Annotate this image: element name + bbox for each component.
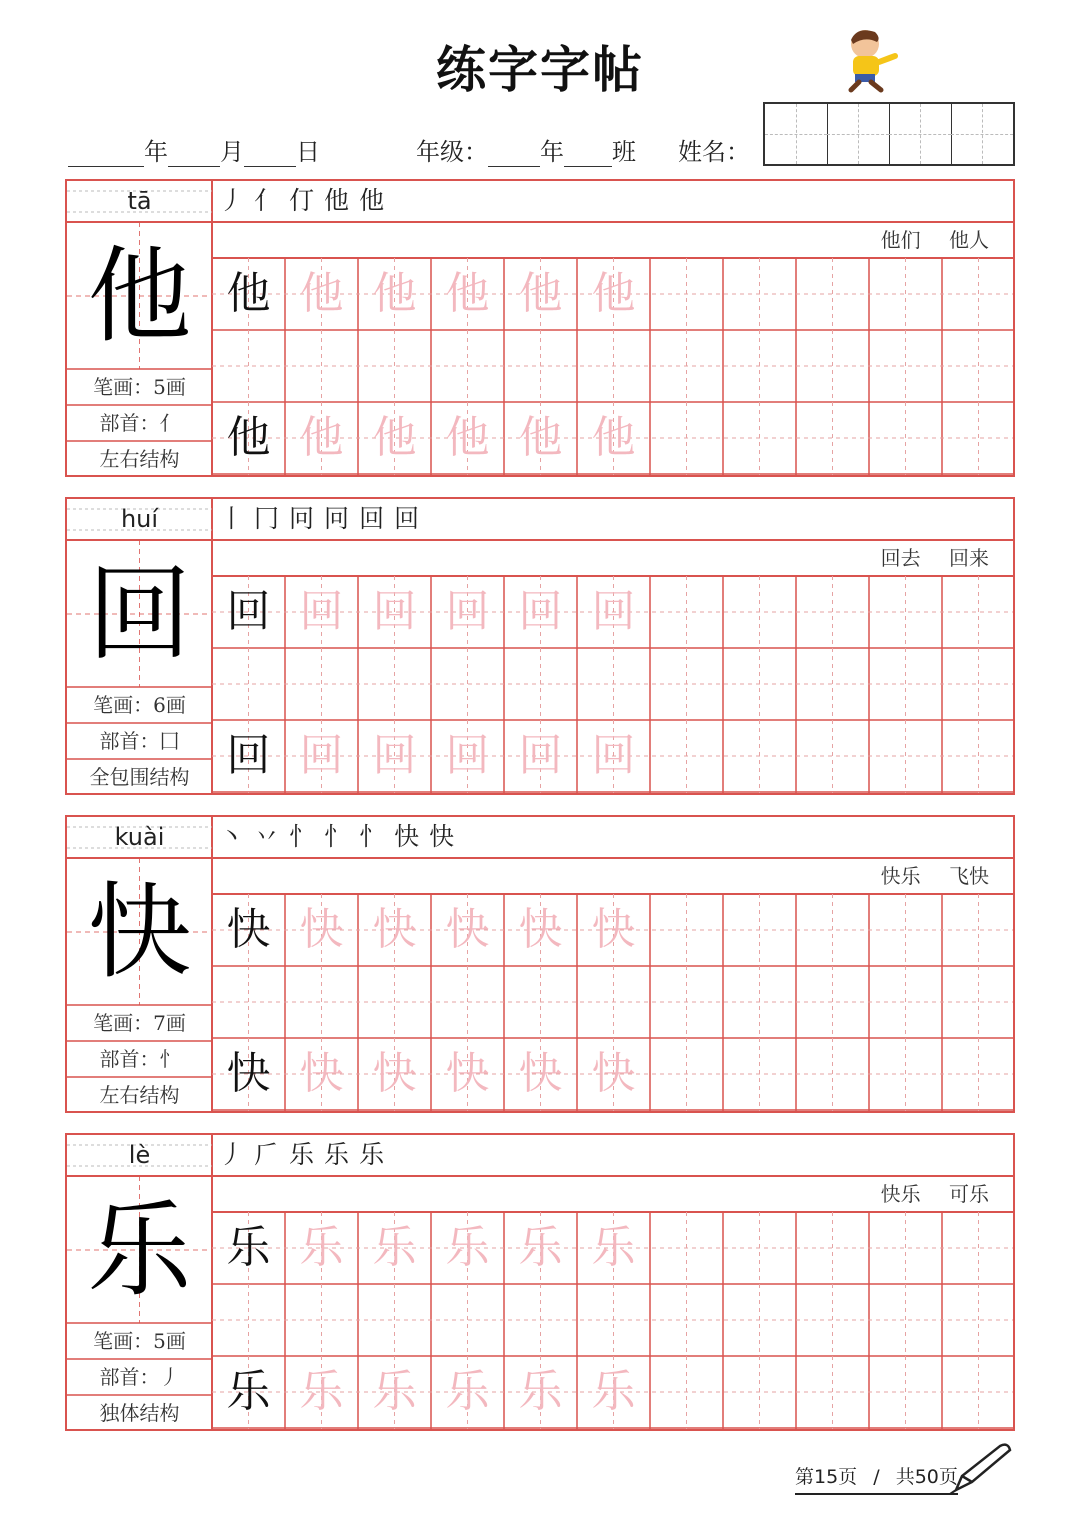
stroke-order — [219, 499, 429, 539]
radical-label: 部首：囗 — [99, 729, 180, 753]
stroke-step: 冂 — [254, 504, 280, 533]
year-blank[interactable] — [68, 140, 144, 167]
pen-icon — [948, 1440, 1014, 1496]
stroke-step: 忄 — [324, 822, 350, 851]
trace-char: 回 — [299, 586, 344, 637]
trace-char: 快 — [372, 904, 417, 955]
example-words: 快乐 可乐 — [880, 1182, 989, 1206]
stroke-step: 乐 — [324, 1140, 350, 1169]
day-label: 日 — [296, 138, 320, 166]
practice-model-char: 快 — [226, 1048, 271, 1099]
stroke-count: 笔画：5画 — [93, 375, 186, 399]
day-blank[interactable] — [244, 140, 296, 167]
grade-label: 年级： — [416, 138, 488, 166]
date-line — [68, 132, 320, 167]
pinyin-label: tā — [127, 187, 152, 215]
structure-label: 全包围结构 — [89, 765, 190, 789]
trace-char: 回 — [591, 586, 636, 637]
example-words: 回去 回来 — [880, 546, 989, 570]
model-character: 回 — [87, 553, 192, 675]
model-character: 快 — [87, 871, 192, 993]
trace-char: 他 — [299, 268, 344, 319]
stroke-step: 回 — [394, 504, 420, 533]
example-words: 他们 他人 — [880, 228, 989, 252]
trace-char: 他 — [445, 268, 490, 319]
name-label: 姓名： — [678, 138, 750, 166]
page-total: 共50页 — [895, 1466, 958, 1488]
trace-char: 回 — [372, 586, 417, 637]
stroke-step: 忄 — [289, 822, 315, 851]
trace-char: 乐 — [591, 1366, 636, 1417]
trace-char: 他 — [372, 412, 417, 463]
trace-char: 他 — [518, 268, 563, 319]
structure-label: 独体结构 — [99, 1401, 180, 1425]
stroke-step: 忄 — [359, 822, 385, 851]
trace-char: 回 — [299, 730, 344, 781]
practice-model-char: 回 — [226, 586, 271, 637]
page-title: 练字字帖 — [436, 41, 644, 99]
practice-block — [65, 815, 1015, 1113]
month-blank[interactable] — [168, 140, 220, 167]
stroke-step: 快 — [394, 822, 420, 851]
trace-char: 他 — [591, 412, 636, 463]
practice-model-char: 回 — [226, 730, 271, 781]
stroke-step: 他 — [359, 186, 385, 215]
practice-block — [65, 179, 1015, 477]
page-number: 第15页 — [795, 1466, 858, 1488]
trace-char: 乐 — [299, 1222, 344, 1273]
trace-char: 回 — [445, 586, 490, 637]
grade-blank[interactable] — [488, 140, 540, 167]
pinyin-label: lè — [128, 1141, 151, 1169]
year-label: 年 — [144, 138, 168, 166]
trace-char: 他 — [518, 412, 563, 463]
radical-label: 部首：亻 — [99, 411, 180, 435]
trace-char: 快 — [445, 904, 490, 955]
month-label: 月 — [220, 138, 244, 166]
practice-model-char: 乐 — [226, 1366, 271, 1417]
trace-char: 乐 — [445, 1366, 490, 1417]
stroke-step: 回 — [359, 504, 385, 533]
practice-model-char: 他 — [226, 268, 271, 319]
trace-char: 乐 — [372, 1222, 417, 1273]
practice-block — [65, 497, 1015, 795]
pinyin-label: kuài — [114, 823, 165, 851]
name-boxes[interactable] — [763, 102, 1015, 166]
trace-char: 乐 — [518, 1222, 563, 1273]
stroke-step: 乐 — [359, 1140, 385, 1169]
stroke-step: 丿 — [219, 186, 245, 215]
trace-char: 快 — [518, 1048, 563, 1099]
grade-line — [416, 132, 636, 167]
trace-char: 乐 — [372, 1366, 417, 1417]
practice-model-char: 乐 — [226, 1222, 271, 1273]
stroke-step: 亻 — [254, 186, 280, 215]
trace-char: 快 — [445, 1048, 490, 1099]
stroke-count: 笔画：5画 — [93, 1329, 186, 1353]
trace-char: 回 — [372, 730, 417, 781]
class-label: 班 — [612, 138, 636, 166]
running-boy-illustration — [835, 22, 905, 94]
practice-block — [65, 1133, 1015, 1431]
radical-label: 部首：忄 — [99, 1047, 180, 1071]
stroke-count: 笔画：6画 — [93, 693, 186, 717]
trace-char: 快 — [591, 1048, 636, 1099]
stroke-step: 乐 — [289, 1140, 315, 1169]
model-character: 他 — [87, 235, 192, 357]
trace-char: 回 — [518, 730, 563, 781]
trace-char: 回 — [518, 586, 563, 637]
page-footer — [795, 1462, 958, 1495]
trace-char: 乐 — [591, 1222, 636, 1273]
trace-char: 快 — [299, 1048, 344, 1099]
stroke-order — [219, 181, 394, 221]
trace-char: 快 — [518, 904, 563, 955]
trace-char: 快 — [299, 904, 344, 955]
stroke-step: 冋 — [289, 504, 315, 533]
stroke-step: 丶 — [219, 822, 245, 851]
practice-model-char: 他 — [226, 412, 271, 463]
trace-char: 他 — [299, 412, 344, 463]
stroke-step: 快 — [429, 822, 455, 851]
trace-char: 他 — [372, 268, 417, 319]
trace-char: 快 — [591, 904, 636, 955]
trace-char: 回 — [591, 730, 636, 781]
radical-label: 部首：丿 — [99, 1365, 180, 1389]
trace-char: 快 — [372, 1048, 417, 1099]
trace-char: 乐 — [299, 1366, 344, 1417]
example-words: 快乐 飞快 — [880, 864, 989, 888]
page-separator: / — [873, 1466, 880, 1488]
trace-char: 他 — [591, 268, 636, 319]
class-blank[interactable] — [564, 140, 612, 167]
structure-label: 左右结构 — [99, 447, 180, 471]
practice-model-char: 快 — [226, 904, 271, 955]
trace-char: 回 — [445, 730, 490, 781]
grade-year-label: 年 — [540, 138, 564, 166]
stroke-step: 丨 — [219, 504, 245, 533]
trace-char: 乐 — [445, 1222, 490, 1273]
stroke-step: 丿 — [219, 1140, 245, 1169]
stroke-order — [219, 817, 464, 857]
stroke-step: 冋 — [324, 504, 350, 533]
trace-char: 乐 — [518, 1366, 563, 1417]
stroke-step: 𠂆 — [254, 1140, 280, 1169]
stroke-step: 他 — [324, 186, 350, 215]
stroke-order — [219, 1135, 394, 1175]
stroke-count: 笔画：7画 — [93, 1011, 186, 1035]
pinyin-label: huí — [120, 505, 159, 533]
trace-char: 他 — [445, 412, 490, 463]
stroke-step: 丷 — [254, 822, 280, 851]
model-character: 乐 — [87, 1189, 192, 1311]
stroke-step: 仃 — [289, 186, 315, 215]
structure-label: 左右结构 — [99, 1083, 180, 1107]
